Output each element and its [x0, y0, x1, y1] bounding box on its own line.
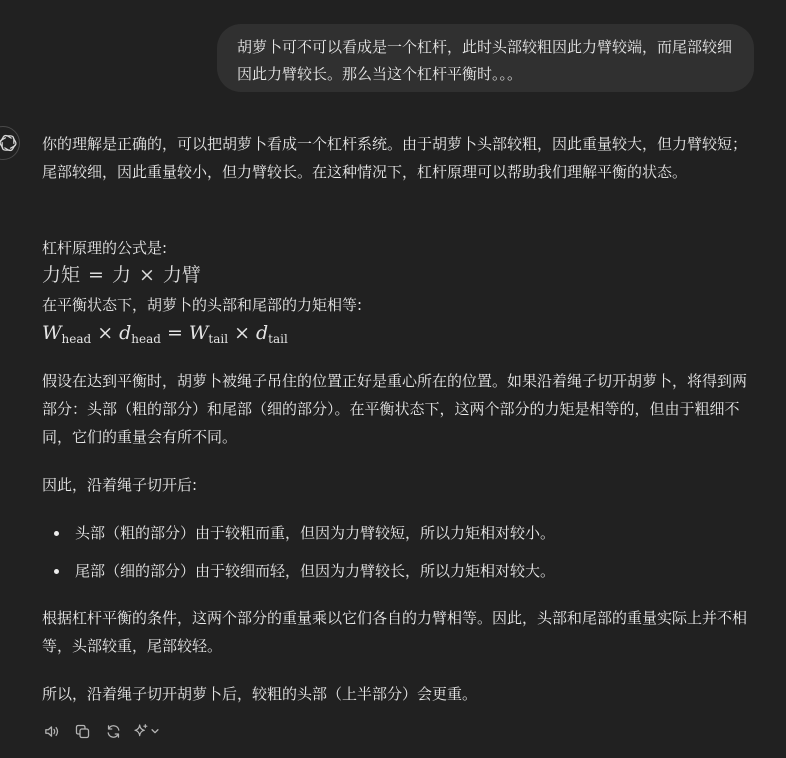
- speaker-icon: [43, 723, 60, 740]
- message-actions: [40, 720, 160, 742]
- response-paragraph: 所以，沿着绳子切开胡萝卜后，较粗的头部（上半部分）会更重。: [42, 685, 478, 703]
- regenerate-button[interactable]: [102, 720, 124, 742]
- copy-icon: [74, 723, 91, 740]
- formula-torque: 力矩: [42, 264, 81, 286]
- formula-times: ×: [138, 264, 155, 286]
- bullet-dot: [54, 569, 59, 574]
- list-item-text: 头部（粗的部分）由于较粗而重，但因为力臂较短，所以力矩相对较小。: [75, 524, 556, 542]
- switch-model-button[interactable]: [133, 720, 160, 742]
- formula-force: 力: [111, 264, 131, 286]
- formula-times: ×: [97, 322, 114, 344]
- assistant-avatar: [0, 126, 20, 160]
- sparkle-icon: [133, 723, 149, 739]
- lever-formula: [42, 261, 201, 289]
- refresh-icon: [105, 723, 122, 740]
- formula-w-tail: W: [188, 322, 209, 344]
- openai-logo-icon: [0, 133, 18, 153]
- list-item: [42, 557, 754, 595]
- response-paragraph: 杠杆原理的公式是:: [42, 239, 168, 257]
- formula-sub-head: head: [61, 332, 92, 346]
- list-item: [42, 519, 754, 557]
- response-paragraph: 根据杠杆平衡的条件，这两个部分的重量乘以它们各自的力臂相等。因此，头部和尾部的重量实际上并不相等，头部较重，尾部较轻。: [42, 609, 748, 655]
- formula-w-head: W: [42, 322, 62, 344]
- formula-sub-tail: tail: [268, 332, 288, 346]
- read-aloud-button[interactable]: [40, 720, 62, 742]
- bullet-list: [42, 519, 754, 595]
- formula-d-tail: d: [256, 322, 269, 344]
- response-paragraph: 在平衡状态下，胡萝卜的头部和尾部的力矩相等:: [42, 296, 363, 314]
- formula-times: ×: [234, 322, 250, 344]
- user-message-text: 胡萝卜可不可以看成是一个杠杆，此时头部较粗因此力臂较端，而尾部较细因此力臂较长。那么当这个杠杆平衡时。。。: [237, 38, 733, 83]
- balance-formula: [42, 319, 288, 353]
- formula-sub-tail: tail: [208, 332, 229, 346]
- formula-equals: =: [166, 322, 183, 344]
- formula-sub-head: head: [131, 332, 161, 346]
- chevron-down-icon: [150, 726, 160, 736]
- list-item-text: 尾部（细的部分）由于较细而轻，但因为力臂较长，所以力矩相对较大。: [75, 562, 556, 580]
- formula-d-head: d: [119, 322, 132, 344]
- copy-button[interactable]: [71, 720, 93, 742]
- bullet-dot: [54, 531, 59, 536]
- response-paragraph: 因此，沿着绳子切开后:: [42, 476, 198, 494]
- formula-lever-arm: 力臂: [162, 264, 201, 286]
- response-paragraph: 假设在达到平衡时，胡萝卜被绳子吊住的位置正好是重心所在的位置。如果沿着绳子切开胡萝卜，将得到两部分：头部（粗的部分）和尾部（细的部分）。在平衡状态下，这两个部分的力矩是相等的，但由于粗细不同，它们的重量会有所不同。: [42, 372, 748, 446]
- response-paragraph: 你的理解是正确的，可以把胡萝卜看成一个杠杆系统。由于胡萝卜头部较粗，因此重量较大，但力臂较短；尾部较细，因此重量较小，但力臂较长。在这种情况下，杠杆原理可以帮助我们理解平衡的状态。: [42, 135, 748, 181]
- user-message-bubble: [217, 24, 754, 92]
- formula-equals: =: [88, 264, 104, 286]
